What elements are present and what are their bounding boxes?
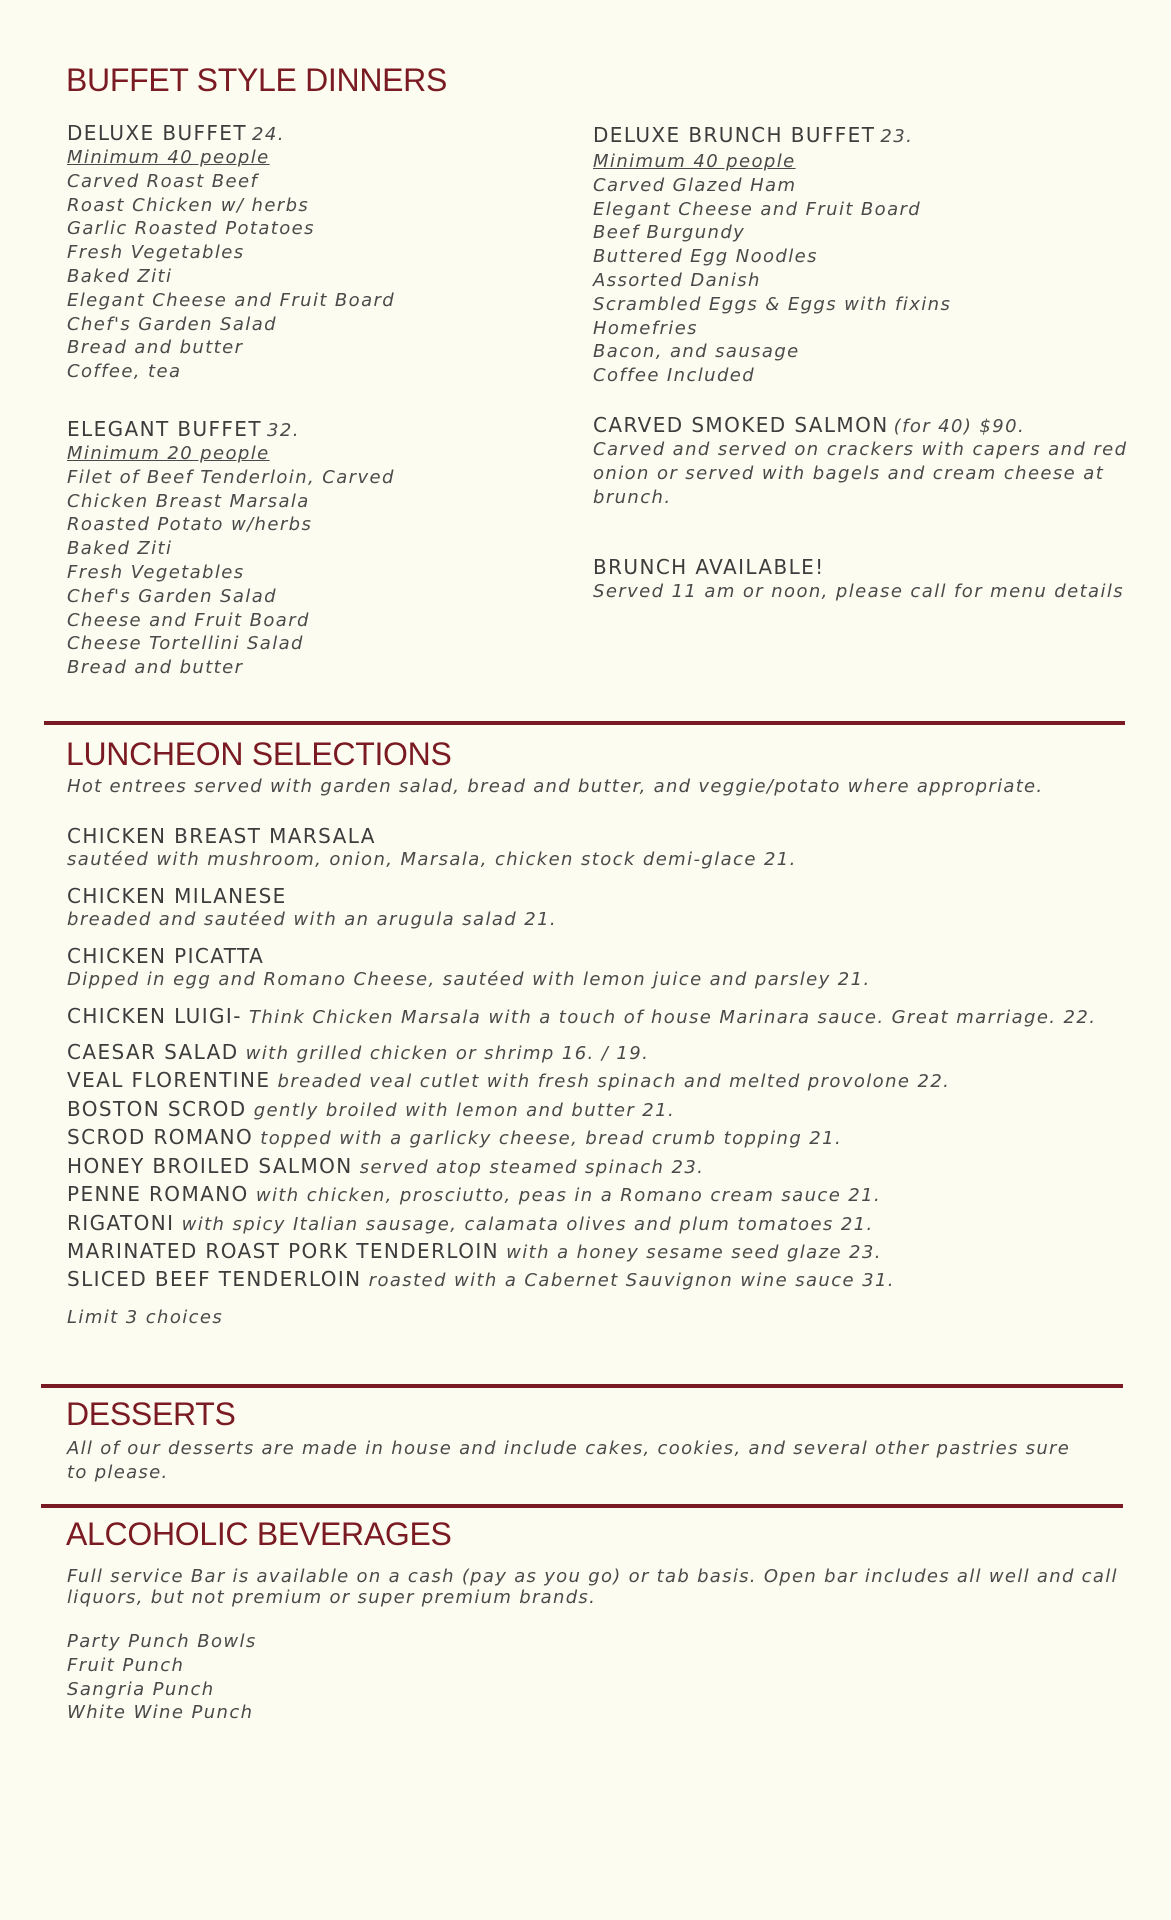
desserts-desc-line: All of our desserts are made in house and include cakes, cookies, and several other pastries sure [67,1438,1071,1459]
menu-item: Elegant Cheese and Fruit Board [593,198,922,220]
smoked-salmon-block [593,412,1127,509]
elegant-buffet-block [67,416,395,680]
luncheon-item-name: CHICKEN PICATTA [67,944,265,968]
menu-item: Chicken Breast Marsala [67,490,310,512]
menu-item: Fresh Vegetables [67,242,245,264]
menu-item: Garlic Roasted Potatoes [67,218,315,240]
luncheon-item-name: RIGATONI [67,1211,175,1235]
menu-item: Cheese and Fruit Board [67,609,310,631]
luncheon-item-desc: with spicy Italian sausage, calamata olives and plum tomatoes 21. [174,1214,874,1235]
deluxe-buffet-price: 24. [252,124,285,145]
menu-item: Bacon, and sausage [593,341,800,363]
menu-item: Beef Burgundy [593,222,746,244]
luncheon-item-desc: topped with a garlicky cheese, bread crumb topping 21. [253,1128,843,1149]
menu-item: Roast Chicken w/ herbs [67,194,310,216]
menu-item: Filet of Beef Tenderloin, Carved [67,466,395,488]
menu-item: Assorted Danish [593,269,761,291]
menu-item: Scrambled Eggs & Eggs with fixins [593,293,952,315]
desserts-description [67,1437,1070,1485]
luncheon-item-desc: with grilled chicken or shrimp 16. / 19. [238,1043,650,1064]
smoked-salmon-desc-line: brunch. [593,486,672,508]
luncheon-item-name: CHICKEN BREAST MARSALA [67,824,376,848]
menu-item: Cheese Tortellini Salad [67,633,304,655]
menu-item: Chef's Garden Salad [67,313,277,335]
menu-item: Chef's Garden Salad [67,585,277,607]
menu-item: Elegant Cheese and Fruit Board [67,289,396,311]
luncheon-item [67,1123,842,1151]
luncheon-item-name: PENNE ROMANO [67,1182,249,1206]
deluxe-buffet-name: DELUXE BUFFET [67,121,247,145]
brunch-buffet-name: DELUXE BRUNCH BUFFET [593,123,876,147]
menu-item: Homefries [593,317,698,339]
luncheon-limit-note: Limit 3 choices [67,1307,224,1328]
luncheon-item-name: CHICKEN MILANESE [67,884,287,908]
luncheon-item-desc: roasted with a Cabernet Sauvignon wine sauce 31. [361,1270,895,1291]
smoked-salmon-heading [593,412,1127,438]
luncheon-item-desc: breaded veal cutlet with fresh spinach and melted provolone 22. [270,1071,951,1092]
luncheon-item-name: HONEY BROILED SALMON [67,1154,353,1178]
menu-item: Coffee Included [593,365,756,387]
desserts-desc-line: to please. [67,1462,169,1483]
smoked-salmon-name: CARVED SMOKED SALMON [593,413,889,437]
luncheon-item [67,1152,704,1180]
menu-item: Carved Glazed Ham [593,174,797,196]
luncheon-item-desc: with a honey sesame seed glaze 23. [499,1242,882,1263]
alcohol-desc-line: Full service Bar is available on a cash (pay as you go) or tab basis. Open bar includes all well and call [67,1566,1118,1587]
luncheon-item [67,884,557,932]
luncheon-item-name: CHICKEN LUIGI- [67,1004,242,1028]
luncheon-item-desc: sautéed with mushroom, onion, Marsala, chicken stock demi-glace 21. [67,849,797,870]
elegant-buffet-heading [67,416,395,442]
alcohol-desc-line: liquors, but not premium or super premium brands. [67,1587,597,1608]
desserts-section-title: DESSERTS [66,1396,236,1432]
smoked-salmon-desc-line: onion or served with bagels and cream cheese at [593,462,1105,484]
smoked-salmon-desc-line: Carved and served on crackers with capers and red [593,439,1128,460]
alcohol-description [67,1566,1118,1608]
luncheon-item-name: VEAL FLORENTINE [67,1068,271,1092]
menu-item: Bread and butter [67,657,244,679]
smoked-salmon-price: (for 40) $90. [893,416,1026,437]
luncheon-item [67,1038,649,1066]
luncheon-item-desc: gently broiled with lemon and butter 21. [246,1100,676,1121]
menu-item: Roasted Potato w/herbs [67,514,313,536]
luncheon-item-name: MARINATED ROAST PORK TENDERLOIN [67,1239,500,1263]
elegant-buffet-price: 32. [267,420,300,441]
luncheon-item-name: CAESAR SALAD [67,1040,239,1064]
luncheon-section-title: LUNCHEON SELECTIONS [66,736,452,772]
luncheon-item-desc: Think Chicken Marsala with a touch of house Marinara sauce. Great marriage. 22. [241,1007,1097,1028]
luncheon-item [67,944,871,992]
section-divider [41,1384,1123,1388]
brunch-available-title: BRUNCH AVAILABLE! [593,555,825,579]
deluxe-buffet-heading [67,120,395,146]
elegant-buffet-minimum: Minimum 20 people [67,443,270,464]
brunch-available-block [593,554,1124,604]
section-divider [44,721,1125,725]
luncheon-item-name: SLICED BEEF TENDERLOIN [67,1267,362,1291]
luncheon-item-name: SCROD ROMANO [67,1125,254,1149]
brunch-buffet-block [593,120,951,388]
punch-item: Sangria Punch [67,1678,215,1700]
luncheon-item [67,1237,882,1265]
menu-item: Buttered Egg Noodles [593,246,818,268]
luncheon-item [67,1066,950,1094]
luncheon-item-desc: breaded and sautéed with an arugula salad 21. [67,909,558,930]
deluxe-buffet-minimum: Minimum 40 people [67,147,270,168]
menu-item: Carved Roast Beef [67,170,259,192]
menu-item: Fresh Vegetables [67,561,245,583]
menu-item: Bread and butter [67,337,244,359]
brunch-available-text: Served 11 am or noon, please call for menu details [593,581,1125,602]
luncheon-item [67,1095,675,1123]
luncheon-item [67,1002,1096,1030]
luncheon-item [67,1180,881,1208]
deluxe-buffet-block [67,120,395,384]
luncheon-item-name: BOSTON SCROD [67,1097,247,1121]
luncheon-item [67,824,797,872]
luncheon-item-desc: with chicken, prosciutto, peas in a Romano cream sauce 21. [248,1185,882,1206]
luncheon-subtitle: Hot entrees served with garden salad, bread and butter, and veggie/potato where appropriate. [67,776,1044,797]
punch-item: Party Punch Bowls [67,1631,257,1652]
menu-item: Baked Ziti [67,538,173,560]
alcohol-section-title: ALCOHOLIC BEVERAGES [66,1516,452,1552]
punch-list [67,1630,257,1725]
luncheon-item-desc: Dipped in egg and Romano Cheese, sautéed with lemon juice and parsley 21. [67,969,871,990]
menu-item: Baked Ziti [67,265,173,287]
brunch-buffet-heading [593,120,951,150]
punch-item: Fruit Punch [67,1654,185,1676]
punch-item: White Wine Punch [67,1702,254,1724]
luncheon-item-desc: served atop steamed spinach 23. [352,1157,705,1178]
brunch-buffet-price: 23. [880,126,914,147]
luncheon-item [67,1209,874,1237]
elegant-buffet-name: ELEGANT BUFFET [67,417,262,441]
brunch-buffet-minimum: Minimum 40 people [593,151,796,172]
section-divider [41,1504,1123,1508]
luncheon-item [67,1265,895,1293]
buffet-section-title: BUFFET STYLE DINNERS [66,62,448,98]
menu-item: Coffee, tea [67,361,182,383]
